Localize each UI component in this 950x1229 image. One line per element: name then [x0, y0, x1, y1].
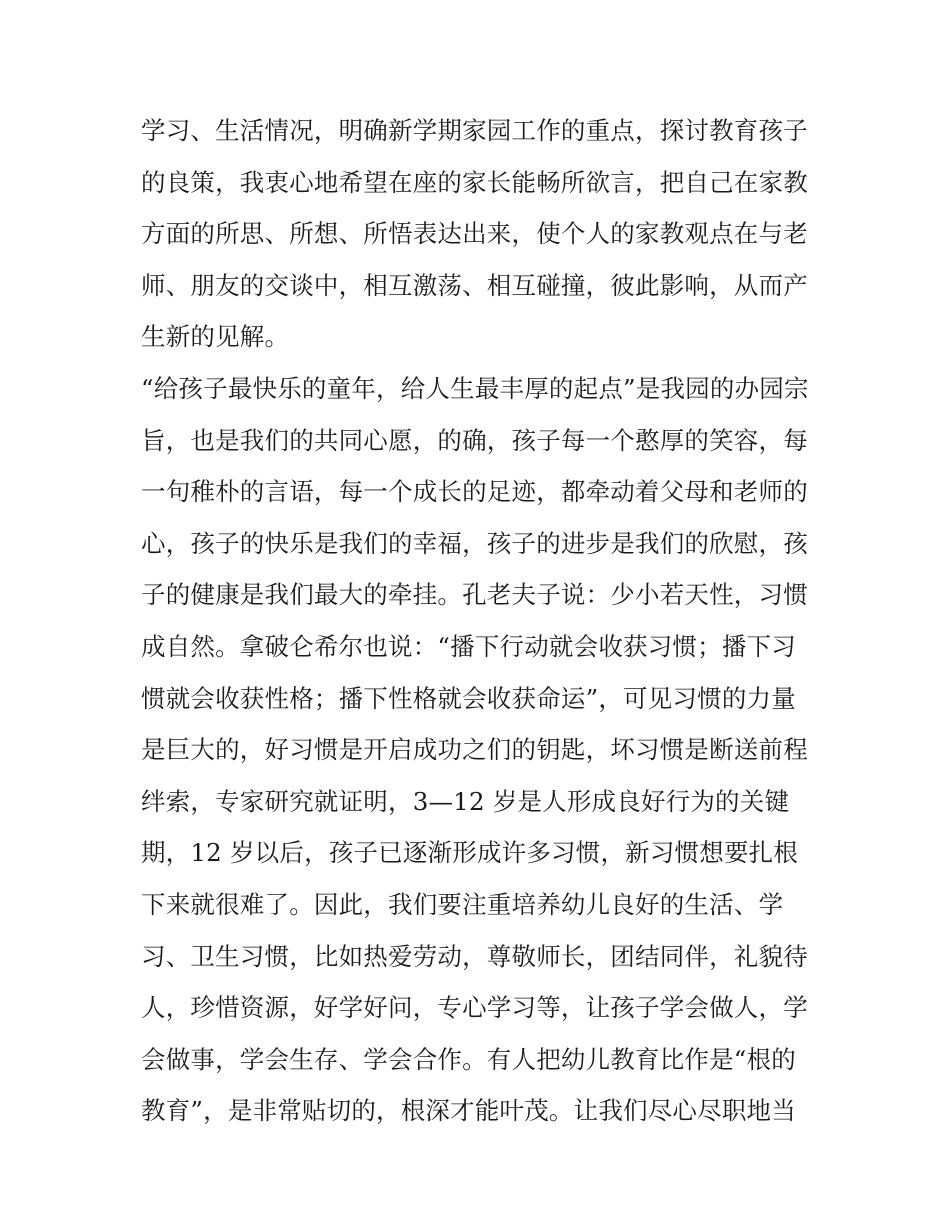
text-line: 下来就很难了。因此，我们要注重培养幼儿良好的生活、学 — [141, 889, 784, 919]
text-line: 的良策，我衷心地希望在座的家长能畅所欲言，把自己在家教 — [141, 167, 808, 197]
text-line: 绊索，专家研究就证明，3—12 岁是人形成良好行为的关键 — [141, 786, 790, 816]
text-line: 教育”，是非常贴切的，根深才能叶茂。让我们尽心尽职地当 — [141, 1096, 796, 1126]
body-text — [141, 105, 821, 1137]
text-line: 人，珍惜资源，好学好问，专心学习等，让孩子学会做人，学 — [141, 993, 808, 1023]
text-line: 旨，也是我们的共同心愿，的确，孩子每一个憨厚的笑容，每 — [141, 425, 808, 455]
text-line: 一句稚朴的言语，每一个成长的足迹，都牵动着父母和老师的 — [141, 477, 808, 507]
text-line: 会做事，学会生存、学会合作。有人把幼儿教育比作是“根的 — [141, 1044, 796, 1074]
text-line: 生新的见解。 — [141, 322, 290, 352]
text-line: 惯就会收获性格；播下性格就会收获命运”，可见习惯的力量 — [141, 683, 796, 713]
text-line: 习、卫生习惯，比如热爱劳动，尊敬师长，团结同伴，礼貌待 — [141, 941, 808, 971]
text-line: 方面的所思、所想、所悟表达出来，使个人的家教观点在与老 — [141, 219, 808, 249]
text-line: 心，孩子的快乐是我们的幸福，孩子的进步是我们的欣慰，孩 — [141, 528, 808, 558]
text-line: 学习、生活情况，明确新学期家园工作的重点，探讨教育孩子 — [141, 116, 808, 145]
text-line: 成自然。拿破仑希尔也说：“播下行动就会收获习惯；播下习 — [141, 631, 796, 661]
text-line: 师、朋友的交谈中，相互激荡、相互碰撞，彼此影响，从而产 — [141, 270, 808, 300]
text-line: 是巨大的，好习惯是开启成功之们的钥匙，坏习惯是断送前程 — [141, 735, 808, 765]
text-line: 期，12 岁以后，孩子已逐渐形成许多习惯，新习惯想要扎根 — [141, 838, 799, 868]
text-line: 子的健康是我们最大的牵挂。孔老夫子说：少小若天性，习惯 — [141, 580, 808, 610]
text-line: “给孩子最快乐的童年，给人生最丰厚的起点”是我园的办园宗 — [141, 373, 809, 403]
